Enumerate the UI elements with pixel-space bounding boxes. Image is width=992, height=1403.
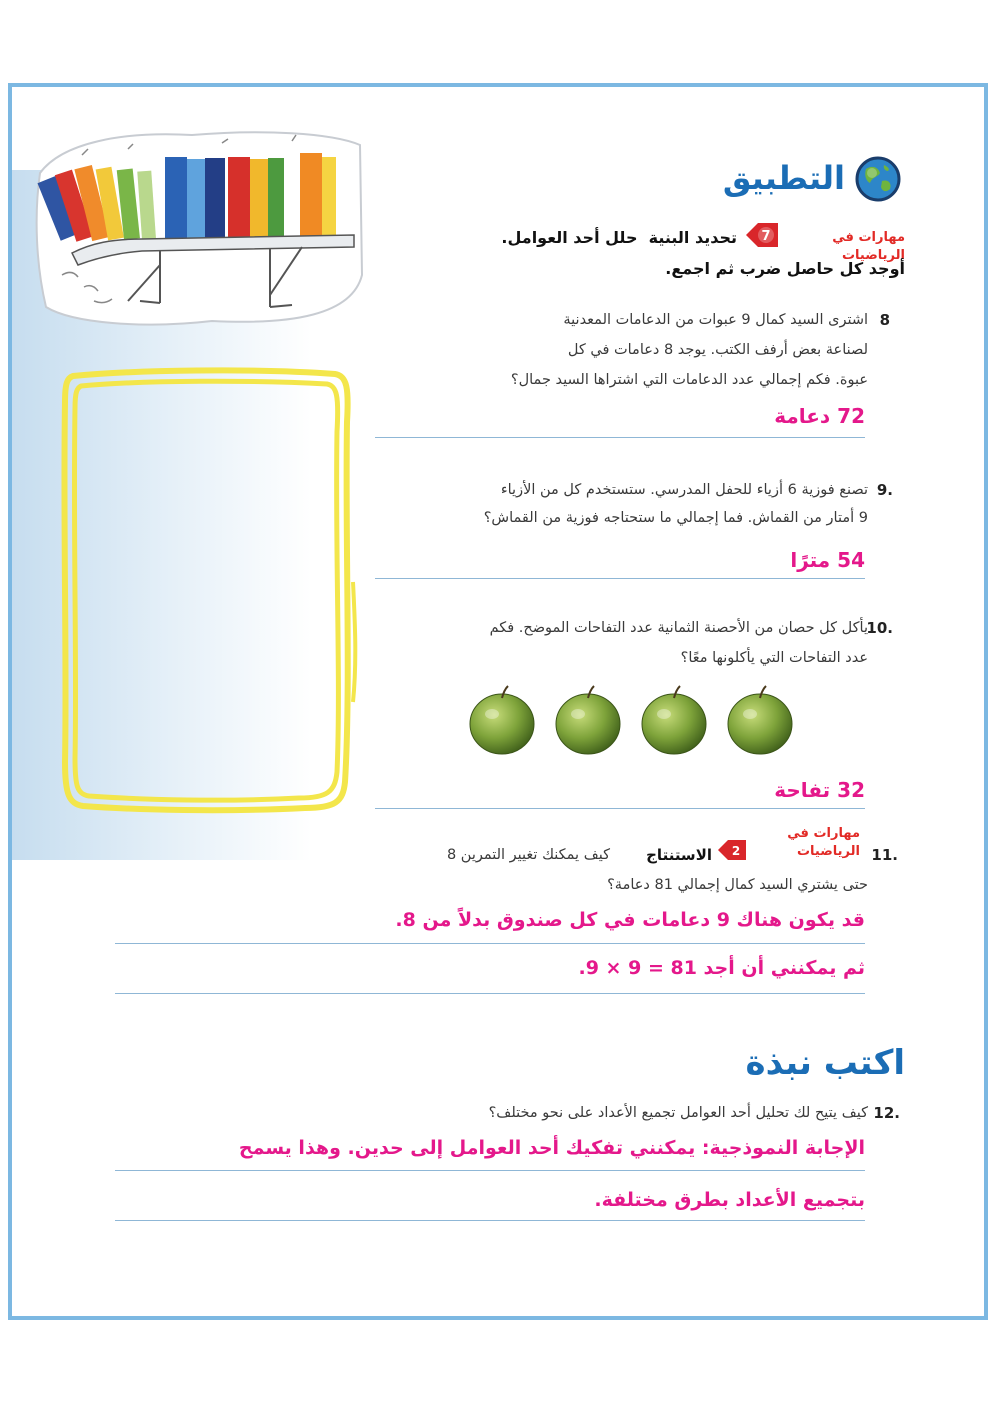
q11-answer-line-2: ثم يمكنني أن أجد 81 = 9 × 9. (578, 957, 865, 979)
question-number-9: 9. (876, 481, 893, 499)
q8-line-2: لصناعة بعض أرفف الكتب. يوجد 8 دعامات في كل (567, 342, 868, 358)
q9-line-1: تصنع فوزية 6 أزياء للحفل المدرسي. ستستخدم كل من الأزياء (500, 482, 868, 498)
q12-line-1: كيف يتيح لك تحليل أحد العوامل تجميع الأعداد على نحو مختلف؟ (488, 1105, 868, 1121)
question-number-11: 11. (871, 846, 898, 864)
q12-answer-line-1: الإجابة النموذجية: يمكنني تفكيك أحد العوامل إلى حدين. وهذا يسمح (238, 1137, 865, 1159)
apple-1 (470, 686, 534, 754)
q9-answer: 54 مترًا (790, 548, 865, 572)
q10-line-2: عدد التفاحات التي يأكلونها معًا؟ (680, 650, 868, 666)
section-title-write: اكتب نبذة (745, 1043, 905, 1083)
q8-line-1: اشترى السيد كمال 9 عبوات من الدعامات المعدنية (563, 312, 868, 328)
answer-rule (115, 1170, 865, 1171)
q8-answer: 72 دعامة (774, 404, 865, 428)
math-practice-label-line2: الرياضيات (841, 248, 905, 263)
skill-text: حلل أحد العوامل. (501, 228, 638, 247)
bookshelf-illustration (32, 125, 367, 335)
practice-number-badge (716, 838, 748, 862)
practice-number-badge (744, 221, 780, 249)
apples-illustration (462, 684, 798, 762)
q11-line-1: كيف يمكنك تغيير التمرين 8 (446, 847, 610, 863)
globe-icon (854, 155, 902, 203)
answer-rule (375, 437, 865, 438)
highlighted-work-box (55, 362, 360, 824)
answer-rule (115, 1220, 865, 1221)
q9-line-2: 9 أمتار من القماش. فما إجمالي ما ستحتاجه فوزية من القماش؟ (483, 510, 868, 526)
q10-answer: 32 تفاحة (774, 778, 865, 802)
answer-rule (115, 993, 865, 994)
math-practice-label-line1: مهارات في (832, 230, 905, 245)
answer-rule (115, 943, 865, 944)
skill-line (501, 227, 737, 249)
question-number-12: 12. (873, 1104, 900, 1122)
practice-badge-number: 7 (761, 229, 771, 244)
answer-rule (375, 578, 865, 579)
q12-answer-line-2: بتجميع الأعداد بطرق مختلفة. (594, 1189, 865, 1211)
math-practice-label-line1: مهارات في (787, 826, 860, 841)
skill-name: الاستنتاج (646, 846, 712, 864)
q11-answer-line-1: قد يكون هناك 9 دعامات في كل صندوق بدلاً من 8. (395, 909, 865, 931)
apple-3 (642, 686, 706, 754)
math-practice-label-line2: الرياضيات (796, 844, 860, 859)
q8-line-3: عبوة. فكم إجمالي عدد الدعامات التي اشتراها السيد جمال؟ (510, 372, 868, 388)
apple-4 (728, 686, 792, 754)
q10-line-1: يأكل كل حصان من الأحصنة الثمانية عدد التفاحات الموضح. فكم (489, 620, 868, 636)
q11-line-2: حتى يشتري السيد كمال إجمالي 81 دعامة؟ (607, 877, 868, 893)
skill-name: تحديد البنية (648, 228, 737, 247)
apple-2 (556, 686, 620, 754)
instruction-text: أوجد كل حاصل ضرب ثم اجمع. (665, 259, 905, 278)
answer-rule (375, 808, 865, 809)
practice-badge-number: 2 (731, 844, 741, 858)
section-title-application: التطبيق (722, 159, 845, 197)
question-number-10: 10. (866, 619, 893, 637)
question-number-8: 8 (879, 311, 890, 329)
